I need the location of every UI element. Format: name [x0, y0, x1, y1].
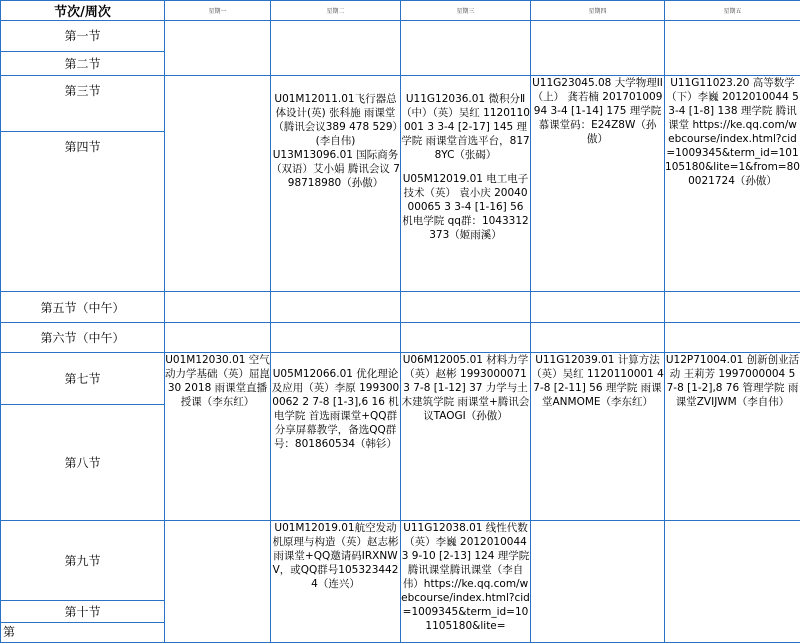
course-entry: U01M12019.01航空发动机原理与构造（英）赵志彬雨课堂+QQ邀请码IRXNWV，或QQ群号1053234424（连兴） — [271, 521, 400, 591]
course-entry: U01M12011.01飞行器总体设计(英) 张科施 雨课堂（腾讯会议389 478 529）(李自伟) — [271, 92, 400, 148]
day-header-tue: 星期二 — [271, 1, 401, 21]
period-label-2: 第二节 — [1, 52, 165, 76]
corner-header: 节次/周次 — [1, 1, 165, 21]
cell-thu-5 — [531, 292, 665, 323]
cell-tue-78 — [271, 353, 401, 521]
cell-tue-34 — [271, 76, 401, 292]
cell-wed-34 — [401, 76, 531, 292]
period-label-3: 第三节 — [1, 76, 165, 132]
cell-tue-6 — [271, 323, 401, 353]
course-entry: U11G12039.01 计算方法（英）吴红 1120110001 4 7-8 [2-11] 56 理学院 雨课堂ANMOME（李东红） — [531, 353, 664, 409]
cell-mon-5 — [165, 292, 271, 323]
day-header-wed: 星期三 — [401, 1, 531, 21]
period-label-8: 第八节 — [1, 405, 165, 521]
course-entry: U13M13096.01 国际商务（双语）艾小娟 腾讯会议 798718980（孙傲） — [271, 148, 400, 190]
course-entry: U11G12038.01 线性代数（英）李巍 2012010044 3 9-10 [2-13] 124 理学院 腾讯课堂腾讯课堂（李自伟）https://ke.qq.com/webcourse/index.html?cid=1009345&term_id=101105180&lite= — [401, 521, 530, 633]
cell-thu-12 — [531, 21, 665, 76]
cell-mon-78 — [165, 353, 271, 521]
course-entry: U05M12019.01 电工电子技术（英） 袁小庆 2004000065 3 3-4 [1-16] 56 机电学院 qq群：1043312373（姬雨溪） — [401, 172, 530, 242]
cell-wed-5 — [401, 292, 531, 323]
cell-thu-6 — [531, 323, 665, 353]
cell-thu-34 — [531, 76, 665, 292]
period-label-6: 第六节（中午） — [1, 323, 165, 353]
course-entry: U01M12030.01 空气动力学基础（英）屈崑 30 2018 雨课堂直播授课（李东红） — [165, 353, 270, 409]
day-header-fri: 星期五 — [665, 1, 800, 21]
course-entry: U11G23045.08 大学物理II（上） 龚若楠 20170100994 3-4 [1-14] 175 理学院 慕课堂码：E24Z8W（孙傲） — [531, 76, 664, 146]
cell-fri-78 — [665, 353, 800, 521]
cell-wed-6 — [401, 323, 531, 353]
period-label-1: 第一节 — [1, 21, 165, 52]
cell-fri-34 — [665, 76, 800, 292]
cell-fri-5 — [665, 292, 800, 323]
period-label-7: 第七节 — [1, 353, 165, 405]
course-entry: U11G12036.01 微积分Ⅱ（中）（英）吴红 1120110001 3 3-4 [2-17] 145 理学院 雨课堂首选平台，8178YC（张碣） — [401, 92, 530, 162]
cell-mon-910 — [165, 521, 271, 643]
course-entry: U05M12066.01 优化理论及应用（英）李原 1993000062 2 7-8 [1-3],6 16 机电学院 首选雨课堂+QQ群分享屏幕教学，备选QQ群号：801860534（韩钐） — [271, 367, 400, 451]
period-label-5: 第五节（中午） — [1, 292, 165, 323]
course-entry: U12P71004.01 创新创业活动 王莉芳 1997000004 5 7-8 [1-2],8 76 管理学院 雨课堂ZVIJWM（李自伟） — [665, 353, 800, 409]
cell-thu-910 — [531, 521, 665, 643]
cell-fri-910 — [665, 521, 800, 643]
cell-mon-34 — [165, 76, 271, 292]
cell-tue-12 — [271, 21, 401, 76]
cell-fri-12 — [665, 21, 800, 76]
period-label-11: 第 — [1, 623, 165, 643]
cell-tue-5 — [271, 292, 401, 323]
cell-thu-78 — [531, 353, 665, 521]
cell-mon-12 — [165, 21, 271, 76]
cell-fri-6 — [665, 323, 800, 353]
cell-tue-910 — [271, 521, 401, 643]
day-header-mon: 星期一 — [165, 1, 271, 21]
cell-wed-910 — [401, 521, 531, 643]
cell-wed-78 — [401, 353, 531, 521]
period-label-10: 第十节 — [1, 601, 165, 623]
cell-mon-6 — [165, 323, 271, 353]
day-header-thu: 星期四 — [531, 1, 665, 21]
period-label-4: 第四节 — [1, 132, 165, 292]
cell-wed-12 — [401, 21, 531, 76]
period-label-9: 第九节 — [1, 521, 165, 601]
course-entry: U11G11023.20 高等数学（下）李巍 2012010044 5 3-4 [1-8] 138 理学院 腾讯课堂 https://ke.qq.com/webcourse/index.html?cid=1009345&term_id=101105180&lite=1&from=800021724（孙傲） — [665, 76, 800, 188]
course-entry: U06M12005.01 材料力学（英）赵彬 1993000071 3 7-8 [1-12] 37 力学与土木建筑学院 雨课堂+腾讯会议TAOGI（孙傲） — [401, 353, 530, 423]
